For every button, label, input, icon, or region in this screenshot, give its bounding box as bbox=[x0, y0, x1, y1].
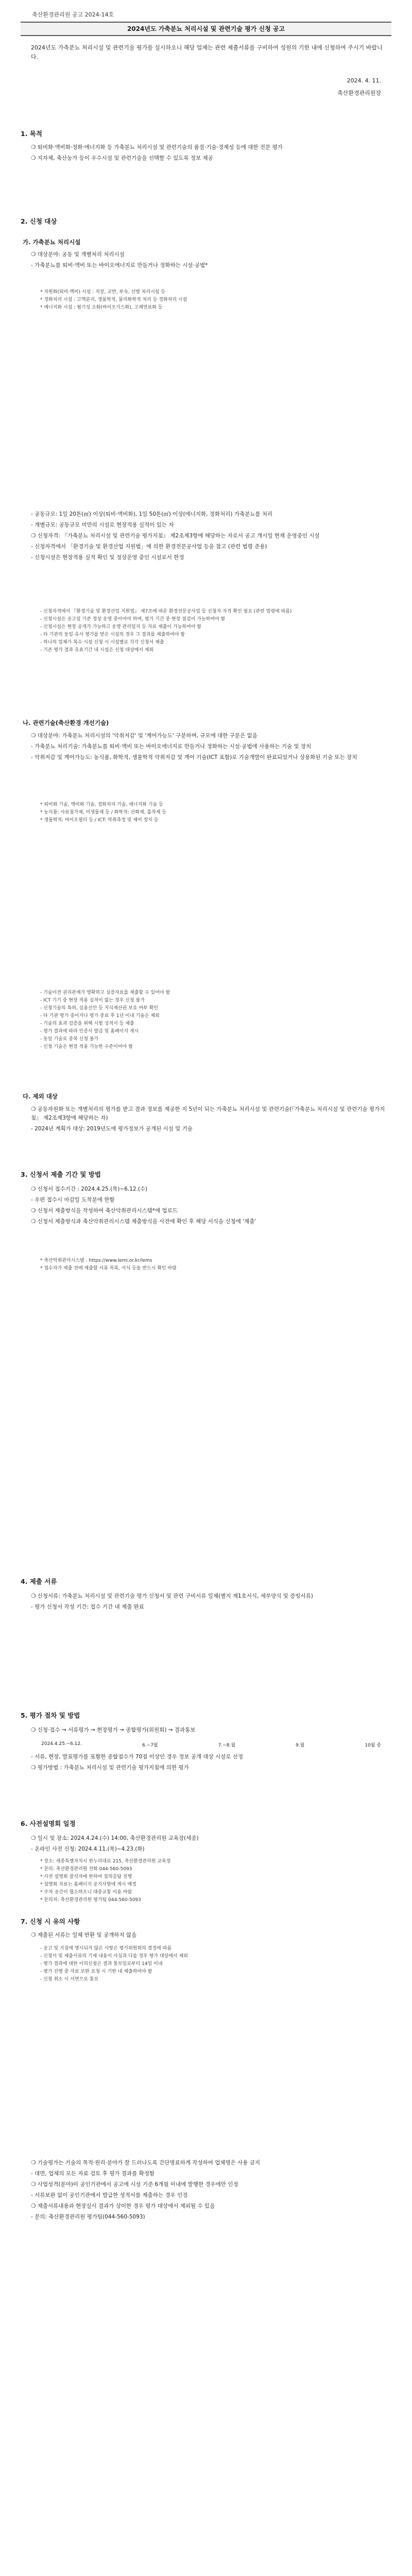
note-item: * 설명회 자료는 홈페이지 공지사항에 게시 예정 bbox=[40, 1882, 136, 1887]
note-item: * 퇴비화 기술, 액비화 기술, 정화처리 기술, 에너지화 기술 등 bbox=[40, 802, 163, 807]
schedule-step-3: 7.~8.월 bbox=[218, 1743, 236, 1748]
technology-body bbox=[31, 732, 386, 764]
list-item: - 대면, 업체의 모든 자료 검토 후 평가 결과를 확정함 bbox=[31, 2171, 155, 2177]
note-item: - 신청시설은 공고일 기준 정상 운영 중이어야 하며, 평가 기간 중 현장 점검이 가능하여야 함 bbox=[40, 617, 226, 622]
list-item: ❍ 공동자원화 또는 개별처리의 평가를 받고 결과 정보를 제공한 지 5년이 되는 가축분뇨 처리시설 및 관련기술(『가축분뇨 처리시설 및 관련기술 평가지침』 제2조제3항에 해당하는 자) bbox=[31, 1106, 385, 1121]
section-briefing-heading: 6. 사전설명회 일정 bbox=[21, 1820, 76, 1827]
issuer-name: 축산환경관리원장 bbox=[337, 90, 381, 96]
note-item: - ICT 기기 중 현장 적용 실적이 없는 경우 신청 불가 bbox=[40, 998, 145, 1003]
note-item: - 신청서 및 제출서류의 기재 내용이 사실과 다를 경우 평가 대상에서 제외 bbox=[40, 1954, 188, 1959]
note-item: - 타 기관 평가 중이거나 평가 종료 후 1년 이내 기술은 제외 bbox=[40, 1013, 160, 1019]
cautions-notes bbox=[40, 1945, 390, 1984]
list-item: - 우편 접수시 마감일 도착분에 한함 bbox=[31, 1197, 115, 1203]
schedule-step-2: 6.~7월 bbox=[142, 1743, 158, 1748]
list-item: ❍ 퇴비화·액비화·정화·에너지화 등 가축분뇨 처리시설 및 관련기술의 품질·기술·경제성 등에 대한 전문 평가 bbox=[31, 144, 283, 150]
section-documents-heading: 4. 제출 서류 bbox=[21, 1578, 57, 1585]
list-item: ❍ 대상분야: 공동 및 개별처리 처리시설 bbox=[31, 251, 125, 258]
note-item: - 타 기관의 동일·유사 평가를 받은 시설의 경우 그 결과를 제출하여야 함 bbox=[40, 632, 185, 637]
notice-number: 축산환경관리원 공고 2024-14호 bbox=[32, 11, 114, 18]
list-item: - 온라인 사전 신청: 2024.4.11.(목)~4.23.(화) bbox=[31, 1846, 145, 1852]
list-item: ❍ 평가방법 : 가축분뇨 처리시설 및 관련기술 평가지침에 의한 평가 bbox=[31, 1765, 189, 1771]
schedule-step-1: 2024.4.25.~6.12. bbox=[41, 1741, 82, 1747]
list-item: ❍ 신청서 제출방식을 작성하여 축산악취관리시스템*에 업로드 bbox=[31, 1208, 178, 1214]
note-item: - 신청 취소 시 서면으로 통보 bbox=[40, 1977, 99, 1982]
submission-notes bbox=[40, 1257, 390, 1273]
list-item: ❍ 신청서 접수기간 : 2024.4.25.(목)~6.12.(수) bbox=[31, 1186, 148, 1192]
cautions-body-a bbox=[31, 1931, 386, 1942]
note-item: - 신청시설은 현장 공개가 가능하고 운영 관리일지 등 자료 제출이 가능하여야 함 bbox=[40, 624, 201, 630]
note-item: * 주차 공간이 협소하오니 대중교통 이용 바람 bbox=[40, 1890, 132, 1895]
page-title: 2024년도 가축분뇨 처리시설 및 관련기술 평가 신청 공고 bbox=[21, 22, 391, 36]
list-item: - 가축분뇨를 퇴비·액비 또는 바이오에너지로 만들거나 정화하는 시설·공법* bbox=[31, 262, 208, 268]
note-item: * 문의처: 축산환경관리원 평가팀 044-560-5093 bbox=[40, 1897, 141, 1903]
procedure-body bbox=[31, 1753, 386, 1774]
list-item: - 평가 신청서 작성 기간: 접수 기간 내 제출 완료 bbox=[31, 1604, 144, 1610]
facility-body-a bbox=[31, 250, 386, 272]
list-item: - 신청자격에서 「환경기술 및 환경산업 지원법」에 의한 환경전문공사업 등을 참고 (관련 법령 준용) bbox=[31, 544, 267, 550]
note-item: * 축산악취관리시스템 : https://www.lemi.or.kr/lems bbox=[40, 1258, 152, 1263]
note-item: - 동일 기술로 중복 신청 불가 bbox=[40, 1037, 99, 1042]
note-item: * 농식품: 사료첨가제, 미생물제 등 / 화학적: 산화제, 흡착제 등 bbox=[40, 810, 167, 815]
note-item: - 평가 결과에 대한 이의신청은 결과 통보일로부터 14일 이내 bbox=[40, 1961, 163, 1967]
subsection-exclusion-heading: 다. 제외 대상 bbox=[23, 1093, 58, 1100]
list-item: ❍ 제출서류내용과 현장실사 결과가 상이한 경우 평가 대상에서 제외될 수 있음 bbox=[31, 2203, 215, 2209]
schedule-step-4: 9.월 bbox=[296, 1743, 305, 1748]
note-item: - 기술의 효과 검증을 위해 시험 성적서 등 제출 bbox=[40, 1021, 134, 1026]
schedule-step-5: 10월 중 bbox=[365, 1743, 381, 1748]
subsection-technology-heading: 나. 관련기술(축산환경 개선기술) bbox=[23, 719, 109, 726]
note-item: - 신청 기술은 현장 적용 가능한 수준이어야 함 bbox=[40, 1044, 133, 1049]
section-cautions-heading: 7. 신청 시 유의 사항 bbox=[21, 1918, 80, 1925]
section-target-heading: 2. 신청 대상 bbox=[21, 217, 57, 225]
procedure-schedule bbox=[41, 1741, 381, 1749]
list-item: ❍ 지자체, 축산농가 등이 우수시설 및 관련기술을 선택할 수 있도록 정보 제공 bbox=[31, 155, 213, 161]
briefing-body bbox=[31, 1834, 386, 1856]
note-item: * 문의: 축산환경관리원 전화 044-560-5093 bbox=[40, 1867, 132, 1872]
subsection-facility-heading: 가. 가축분뇨 처리시설 bbox=[23, 239, 81, 246]
technology-notes-a bbox=[40, 801, 390, 824]
section-purpose-body bbox=[31, 143, 386, 165]
facility-notes-a bbox=[40, 289, 390, 312]
briefing-notes bbox=[40, 1858, 390, 1904]
note-item: * 생물학적: 바이오필터 등 / ICT: 악취측정 및 제어 장치 등 bbox=[40, 818, 159, 823]
list-item: ❍ 신청자격: 『가축분뇨 처리시설 및 관련기술 평가지침』 제2조제3항에 해당하는 자로서 공고 개시일 현재 운영중인 시설 bbox=[31, 533, 320, 539]
list-item: - 서류, 현장, 발표평가를 포함한 종합점수가 70점 이상인 경우 정보 공개 대상 시설로 선정 bbox=[31, 1754, 244, 1760]
submission-body bbox=[31, 1185, 386, 1228]
list-item: - 가축분뇨 처리기술: 가축분뇨를 퇴비·액비 또는 바이오에너지로 만들거나 정화하는 시설·공법에 사용하는 기술 및 장치 bbox=[31, 743, 312, 750]
section-purpose-heading: 1. 목적 bbox=[21, 130, 42, 138]
note-item: * 자원화(퇴비·액비) 시설 : 저장, 교반, 부숙, 선별 처리시설 등 bbox=[40, 290, 166, 295]
note-item: - 기존 평가 결과 유효기간 내 시설은 신청 대상에서 제외 bbox=[40, 648, 154, 653]
list-item: ❍ 제출된 서류는 일체 반환 및 공개하지 않음 bbox=[31, 1932, 137, 1938]
intro-paragraph: 2024년도 가축분뇨 처리시설 및 관련기술 평가를 실시하오니 해당 업체는 관련 제출서류를 구비하여 성원의 기한 내에 신청하여 주시기 바랍니다. bbox=[31, 44, 383, 60]
note-item: * 정화처리 시설 : 고액분리, 생물학적, 물리화학적 처리 등 정화처리 시설 bbox=[40, 297, 187, 302]
list-item: - 공동규모: 1일 20톤(㎥) 이상(퇴비·액비화), 1일 50톤(㎥) 이상(에너지화, 정화처리) 가축분뇨를 처리 bbox=[31, 511, 273, 517]
list-item: ❍ 대상분야: 가축분뇨 처리시설의 '악취저감' 및 '계어가능도' 구분하며, 규모에 대한 구분은 없음 bbox=[31, 733, 258, 739]
list-item: ❍ 사업성격(분야)이 공인기관에서 공고에 시설 기준 6개월 이내에 발행한 경우에만 인정 bbox=[31, 2181, 238, 2188]
note-item: * 에너지화 시설 : 혐기성 소화(바이오가스화), 고체연료화 등 bbox=[40, 305, 163, 310]
list-item: ❍ 일시 및 장소: 2024.4.24.(수) 14:00, 축산환경관리원 교육장(세종) bbox=[31, 1835, 199, 1841]
list-item: - 2024년 계획가 대상: 2019년도에 평가정보가 공개된 시설 및 기술 bbox=[31, 1126, 193, 1132]
documents-body bbox=[31, 1592, 386, 1614]
list-item: ❍ 신청서류: 가축분뇨 처리시설 및 관련기술 평가 신청서 및 관련 구비서류 일체(별지 제1호서식, 세부양식 및 증빙서류) bbox=[31, 1593, 313, 1599]
procedure-flow-label: ❍ 신청·접수 → 서류평가 → 현장평가 → 종합평가(위원회) → 결과통보 bbox=[31, 1727, 196, 1733]
list-item: ❍ 신청서 제출방식과 축산악취관리시스템 제출방식을 사전에 확인 후 해당 서식을 신청에 '제출' bbox=[31, 1218, 256, 1225]
note-item: - 신청자격에서 『환경기술 및 환경산업 지원법』 제7조에 따른 환경전문공사업 등 신청자 자격 확인 필요 (관련 법령에 따름) bbox=[40, 609, 292, 614]
list-item: - 개별규모: 공동규모 미만의 시설로 현장적용 실적이 있는 자 bbox=[31, 522, 174, 528]
facility-body-b bbox=[31, 510, 386, 564]
exclusion-body bbox=[31, 1105, 386, 1136]
technology-notes-b bbox=[40, 989, 390, 1051]
notice-date: 2024. 4. 11. bbox=[347, 77, 381, 84]
list-item: - 문의: 축산환경관리원 평가팀(044-560-5093) bbox=[31, 2214, 145, 2220]
note-item: - 하나의 업체가 복수 시설 신청 시 시설별로 각각 신청서 제출 bbox=[40, 640, 164, 645]
section-procedure-heading: 5. 평가 절차 및 방법 bbox=[21, 1711, 80, 1719]
section-submission-heading: 3. 신청서 제출 기간 및 방법 bbox=[21, 1171, 101, 1178]
list-item: ❍ 기술평가는 기술의 목적·원리·분야가 잘 드러나도록 간단명료하게 작성하여 업체명은 사용 금지 bbox=[31, 2160, 261, 2166]
note-item: - 공고 및 지침에 명시되지 않은 사항은 평가위원회의 결정에 따름 bbox=[40, 1946, 172, 1951]
note-item: - 신청기술의 특허, 실용신안 등 지식재산권 보유 여부 확인 bbox=[40, 1006, 158, 1011]
note-item: - 기술이전 권리관계가 명확하고 실증자료를 제출할 수 있어야 함 bbox=[40, 990, 170, 995]
cautions-body-b bbox=[31, 2159, 386, 2224]
note-item: - 평가 진행 중 자료 보완 요청 시 기한 내 제출하여야 함 bbox=[40, 1969, 152, 1974]
note-item: * 장소: 세종특별자치시 한누리대로 215, 축산환경관리원 교육장 bbox=[40, 1859, 171, 1864]
list-item: - 악취저감 및 계어가능도: 농식품, 화학적, 생물학적 악취저감 및 계어 기술(ICT 포함)로 기술개발이 완료되었거나 상용화된 기술 또는 장치 bbox=[31, 754, 357, 760]
list-item: - 서류보완 없이 공인기관에서 발급한 성적서를 제출하는 경우 인정 bbox=[31, 2192, 188, 2198]
note-item: - 평가 결과에 따라 인증서 발급 및 홈페이지 게시 bbox=[40, 1029, 139, 1034]
note-item: * 사전 설명회 참석자에 한하여 질의응답 진행 bbox=[40, 1874, 132, 1879]
facility-notes-b bbox=[40, 608, 390, 654]
note-item: * 접수자가 제출 전에 제출할 서류 목록, 서식 등을 반드시 확인 바람 bbox=[40, 1266, 177, 1271]
list-item: - 신청시설은 현장적용 실적 확인 및 정상운영 중인 시설로서 한정 bbox=[31, 554, 184, 561]
